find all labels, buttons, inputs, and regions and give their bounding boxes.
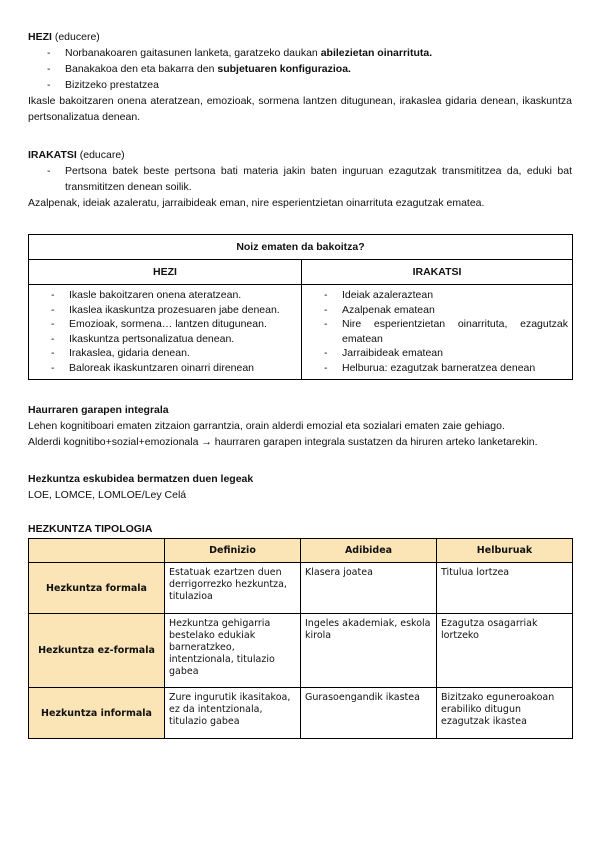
comparison-table: [28, 234, 573, 380]
irakatsi-subtitle: (educare): [76, 149, 125, 161]
cell-definizio: Estatuak ezartzen duen derrigorrezko hezkuntza, titulazioa: [165, 563, 301, 614]
hezi-bullet-bold: abilezietan oinarrituta.: [320, 47, 433, 59]
irakatsi-bullets: [28, 163, 572, 195]
cell-adibidea: Klasera joatea: [301, 563, 437, 614]
hezi-when-list: [29, 288, 297, 375]
hezi-bullet-bold: subjetuaren konfigurazioa.: [217, 63, 351, 75]
irakatsi-when-list: [302, 288, 568, 375]
hezi-bullet: [28, 61, 572, 77]
list-item: - Helburua: ezagutzak barneratzea denean: [302, 361, 568, 376]
row-name: Hezkuntza informala: [29, 688, 165, 739]
cell-helburuak: Bizitzako eguneroakoan erabiliko ditugun ezagutzak ikastea: [437, 688, 573, 739]
row-name: Hezkuntza ez-formala: [29, 614, 165, 688]
comparison-col-hezi: HEZI: [29, 260, 302, 285]
list-item: - Baloreak ikaskuntzaren oinarri direnean: [29, 361, 297, 376]
cell-helburuak: Titulua lortzea: [437, 563, 573, 614]
irakatsi-paragraph: Azalpenak, ideiak azaleratu, jarraibideak eman, nire esperientzietan oinarrituta ezagutzak ematea.: [28, 197, 485, 209]
comparison-col-irakatsi: IRAKATSI: [302, 260, 573, 285]
hezi-bullet-text: Norbanakoaren gaitasunen lanketa, garatzeko daukan: [65, 47, 321, 59]
list-item: - Ikasle bakoitzaren onena ateratzean.: [29, 288, 297, 303]
hezi-bullet: [28, 45, 572, 61]
haurraren-line2: Alderdi kognitibo+sozial+emozionala → haurraren garapen integrala sustatzen da hiruren arteko lanketarekin.: [28, 436, 538, 448]
list-item: - Irakaslea, gidaria denean.: [29, 346, 297, 361]
list-item: - Azalpenak ematean: [302, 303, 568, 318]
hezi-cell: [29, 285, 302, 380]
irakatsi-bullet: - Pertsona batek beste pertsona bati materia jakin baten inguruan ezagutzak transmititzea da, eduki bat transmititzen denean soilik.: [28, 163, 572, 195]
cell-adibidea: Gurasoengandik ikastea: [301, 688, 437, 739]
hezi-section: [28, 29, 572, 125]
legeak-text: LOE, LOMCE, LOMLOE/Ley Celá: [28, 489, 187, 501]
row-name: Hezkuntza formala: [29, 563, 165, 614]
hezi-heading: [28, 29, 572, 45]
table-row: [29, 688, 573, 739]
tipologia-section: [28, 521, 572, 537]
cell-helburuak: Ezagutza osagarriak lortzeko: [437, 614, 573, 688]
corner-cell: [29, 539, 165, 563]
list-item: - Nire esperientzietan oinarrituta, ezagutzak ematean: [302, 317, 568, 346]
irakatsi-title: IRAKATSI: [28, 149, 77, 161]
list-item: - Jarraibideak ematean: [302, 346, 568, 361]
list-item: - Ideiak azaleraztean: [302, 288, 568, 303]
header-definizio: Definizio: [165, 539, 301, 563]
header-helburuak: Helburuak: [437, 539, 573, 563]
hezi-bullets: [28, 45, 572, 93]
legeak-title: Hezkuntza eskubidea bermatzen duen legeak: [28, 473, 254, 485]
haurraren-line1: Lehen kognitiboari ematen zitzaion garrantzia, orain alderdi emozial eta sozialari ematen zaie gehiago.: [28, 420, 505, 432]
cell-adibidea: Ingeles akademiak, eskola kirola: [301, 614, 437, 688]
comparison-title: Noiz ematen da bakoitza?: [29, 235, 573, 260]
hezi-bullet-text: Banakakoa den eta bakarra den: [65, 63, 218, 75]
hezi-paragraph: Ikasle bakoitzaren onena ateratzean, emozioak, sormena lantzen ditugunean, irakaslea gidaria denean, ikaskuntza pertsonalizatua denean.: [28, 95, 572, 123]
list-item: - Emozioak, sormena… lantzen ditugunean.: [29, 317, 297, 332]
hezi-bullet-text: Bizitzeko prestatzea: [65, 79, 159, 91]
irakatsi-section: [28, 147, 572, 211]
hezi-title: HEZI: [28, 31, 52, 43]
tipologia-title: HEZKUNTZA TIPOLOGIA: [28, 523, 153, 535]
haurraren-title: Haurraren garapen integrala: [28, 404, 169, 416]
cell-definizio: Hezkuntza gehigarria bestelako edukiak barneratzkeo, intentzionala, titulazio gabea: [165, 614, 301, 688]
header-adibidea: Adibidea: [301, 539, 437, 563]
legeak-section: [28, 471, 572, 503]
cell-definizio: Zure ingurutik ikasitakoa, ez da intentzionala, titulazio gabea: [165, 688, 301, 739]
tipologia-table: [28, 538, 573, 739]
hezi-bullet: [28, 77, 572, 93]
irakatsi-heading: [28, 147, 572, 163]
list-item: - Ikaskuntza pertsonalizatua denean.: [29, 332, 297, 347]
table-row: [29, 614, 573, 688]
irakatsi-cell: [302, 285, 573, 380]
hezi-subtitle: (educere): [51, 31, 100, 43]
haurraren-section: [28, 402, 572, 450]
list-item: - Ikaslea ikaskuntza prozesuaren jabe denean.: [29, 303, 297, 318]
table-row: [29, 563, 573, 614]
